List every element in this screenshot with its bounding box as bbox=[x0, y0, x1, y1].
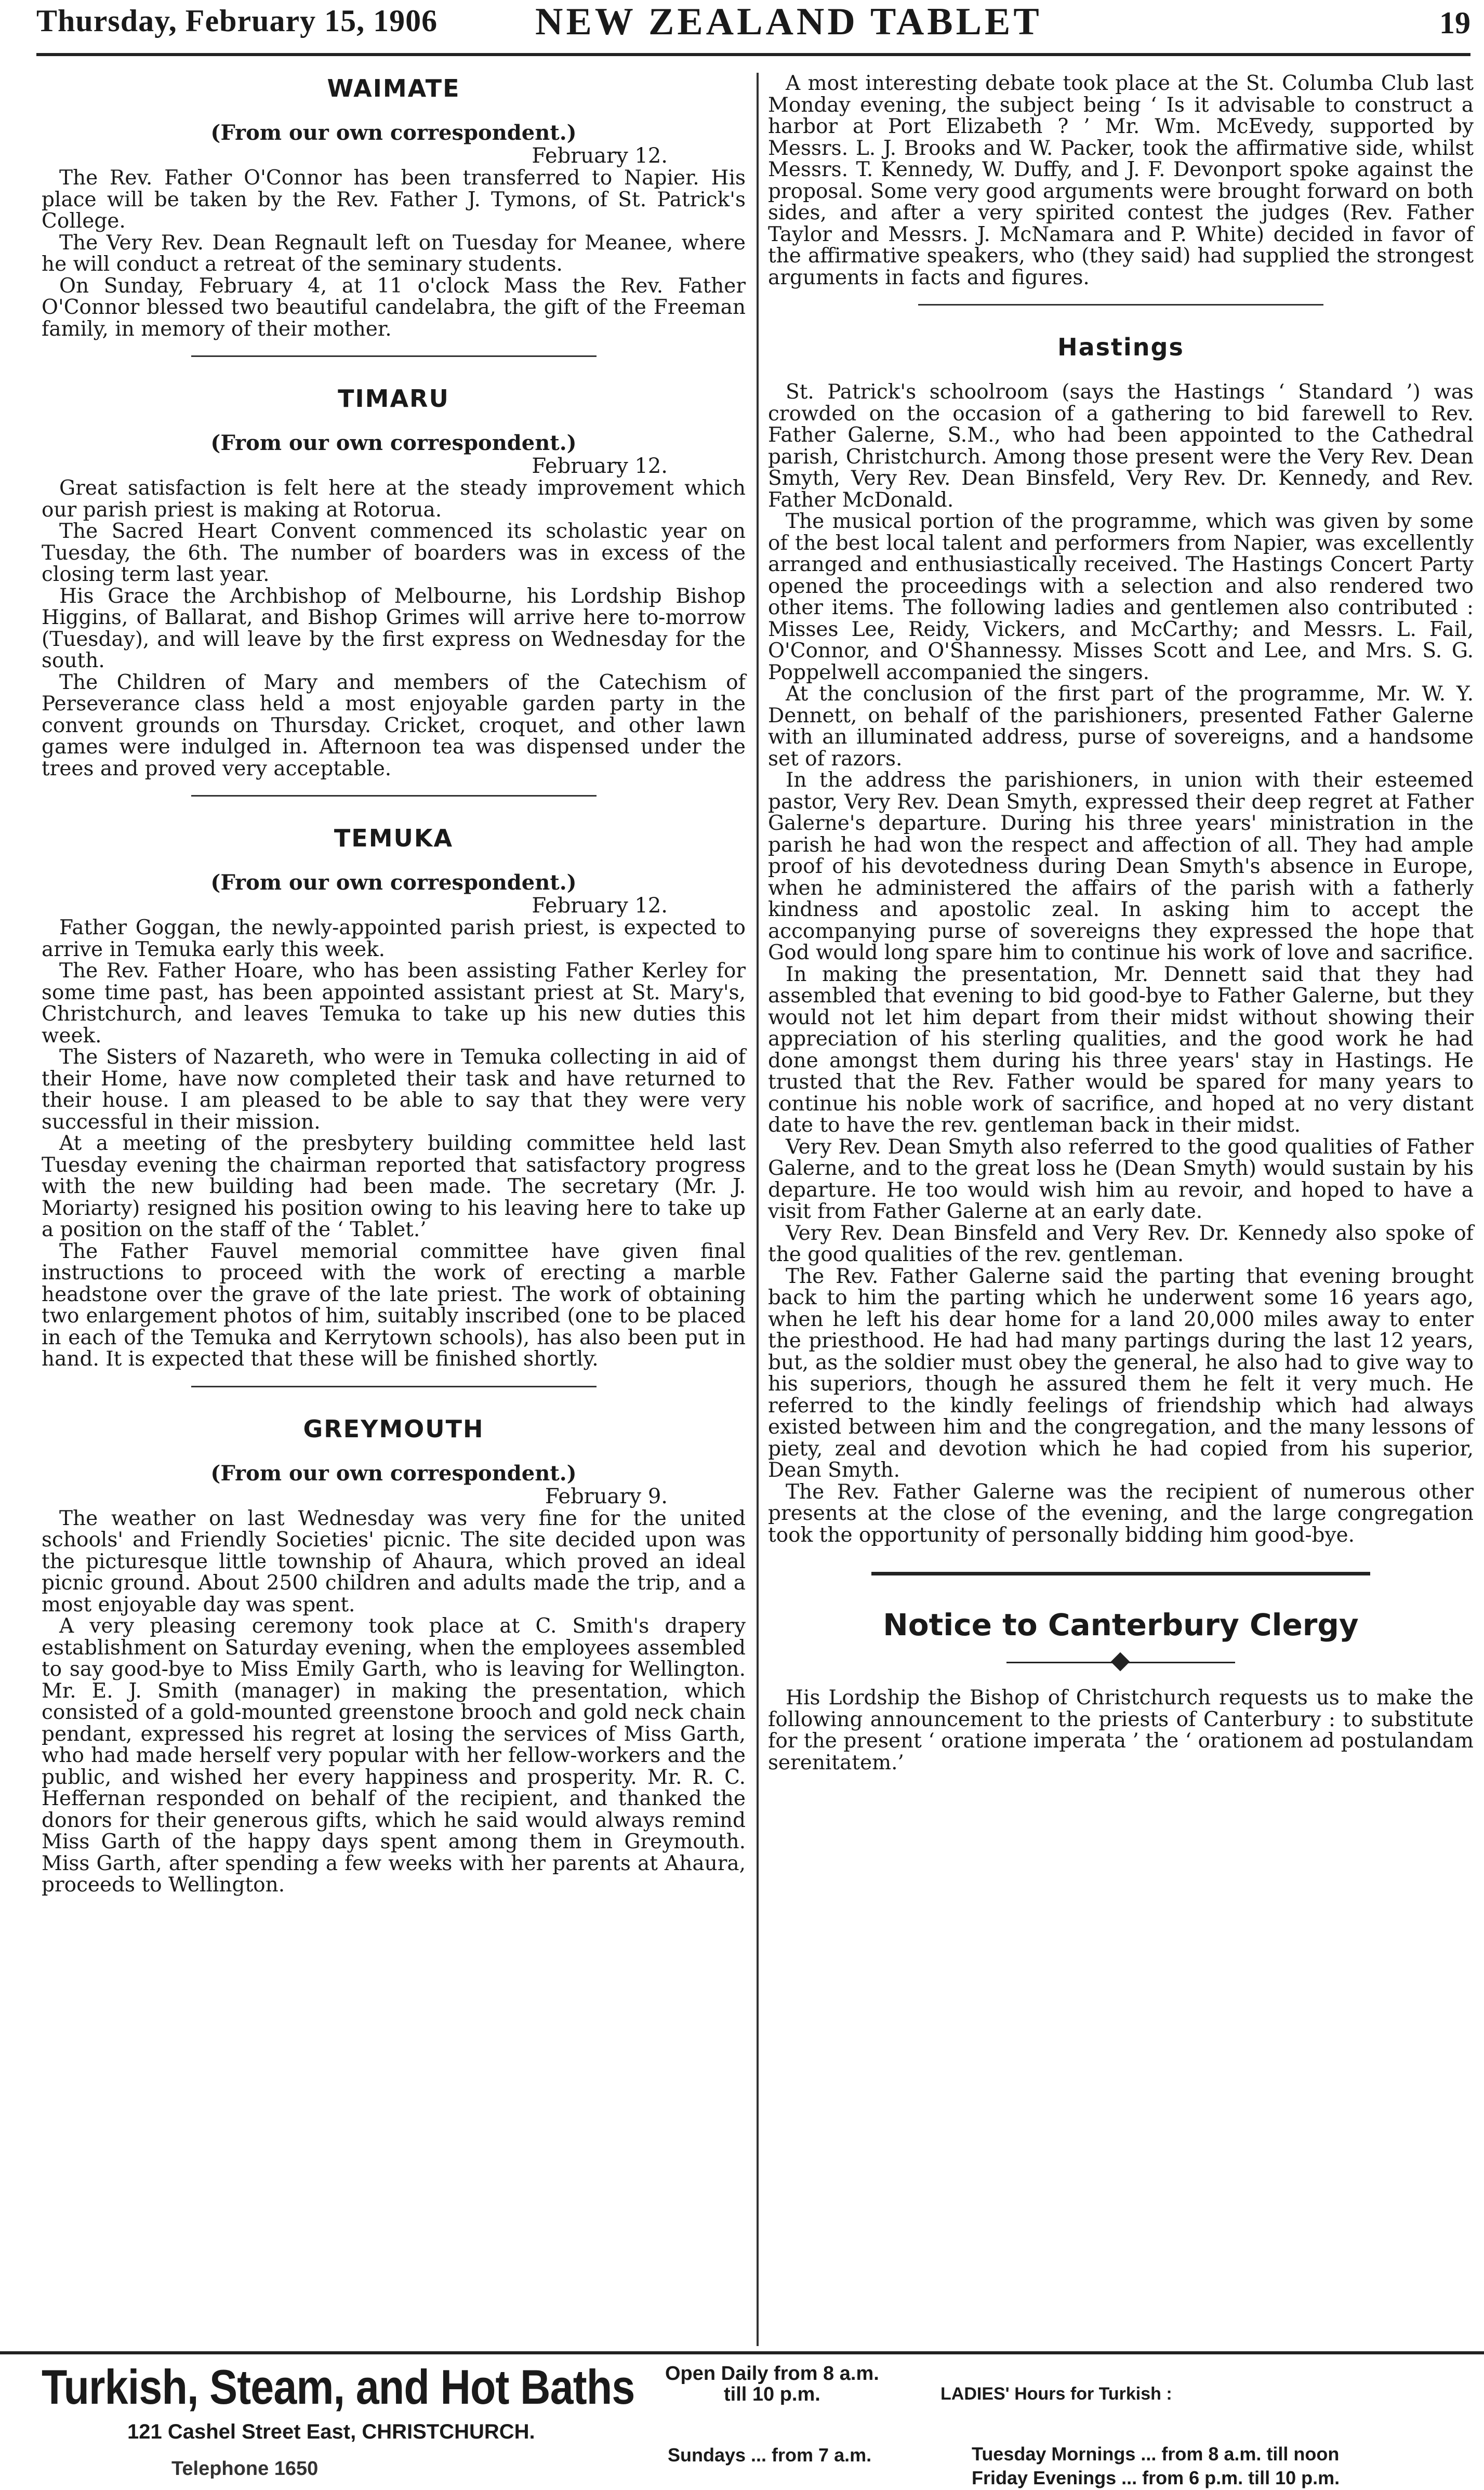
paragraph: Very Rev. Dean Binsfeld and Very Rev. Dr. Kennedy also spoke of the good qualities of the rev. gentleman. bbox=[768, 1221, 1474, 1266]
section-title: TEMUKA bbox=[334, 824, 454, 852]
masthead bbox=[36, 0, 1470, 57]
paragraph: In the address the parishioners, in union with their esteemed pastor, Very Rev. Dean Smyth, expressed their deep regret at Father Galerne's departure. During his three years' ministration in the parish he had won the respect and affection of all. They had ample proof of his devotedness during Dean Smyth's absence in Europe, when he administered the affairs of the parish with a fatherly kindness and apostolic zeal. In asking him to accept the accompanying purse of sovereigns they expressed the hope that God would long spare him to continue his work of love and sacrifice. bbox=[768, 769, 1474, 964]
paragraph: The Rev. Father Galerne was the recipient of numerous other presents at the close of the evening, and the large congregation took the opportunity of personally bidding him good-bye. bbox=[768, 1480, 1474, 1547]
section-timaru bbox=[42, 383, 746, 779]
right-column bbox=[768, 73, 1474, 1773]
diamond-ornament bbox=[1006, 1662, 1235, 1663]
paragraph: The Rev. Father Galerne said the parting that evening brought back to him the parting which he underwent some 16 years ago, when he left his dear home for a land 20,000 miles away to enter the priesthood. He had had many partings during the last 12 years, but, as the soldier must obey the general, he also had to give way to his superiors, though he assured them he felt it very much. He referred to the kindly feelings of friendship which had always existed between him and the congregation, and the many lessons of piety, zeal and devotion which he had copied from his superior, Dean Smyth. bbox=[768, 1264, 1474, 1482]
masthead-date: Thursday, February 15, 1906 bbox=[36, 4, 438, 38]
correspondent-line: (From our own correspondent.) bbox=[210, 1461, 577, 1486]
paragraph: The Rev. Father O'Connor has been transferred to Napier. His place will be taken by the Rev. Father J. Tymons, of St. Patrick's College. bbox=[42, 166, 746, 233]
correspondent-line: (From our own correspondent.) bbox=[210, 121, 577, 145]
opening-line-1: Open Daily from 8 a.m. bbox=[665, 2363, 879, 2385]
paragraph: St. Patrick's schoolroom (says the Hastings ‘ Standard ’) was crowded on the occasion of a gathering to bid farewell to Rev. Father Galerne, S.M., who had been appointed to the Cathedral parish, Christchurch. Among those present were the Very Rev. Dean Smyth, Very Rev. Dean Binsfeld, Very Rev. Dr. Kennedy, and Rev. Father McDonald. bbox=[768, 380, 1474, 512]
advertisement-title: Turkish, Steam, and Hot Baths bbox=[42, 2360, 635, 2414]
heavy-separator bbox=[871, 1572, 1370, 1575]
section-title: GREYMOUTH bbox=[303, 1414, 484, 1443]
paragraph: The Sisters of Nazareth, who were in Temuka collecting in aid of their Home, have now completed their task and have returned to their house. I am pleased to be able to say that they were very successful in their mission. bbox=[42, 1045, 746, 1134]
paragraph: The Very Rev. Dean Regnault left on Tuesday for Meanee, where he will conduct a retreat of the seminary students. bbox=[42, 231, 746, 276]
advertisement-sundays: Sundays ... from 7 a.m. bbox=[668, 2444, 872, 2466]
section-temuka bbox=[42, 823, 746, 1370]
section-title: TIMARU bbox=[338, 385, 449, 413]
advertisement-ladies-heading: LADIES' Hours for Turkish : bbox=[940, 2384, 1172, 2404]
column-divider bbox=[757, 73, 759, 2346]
advertisement-rule bbox=[0, 2351, 1484, 2354]
paragraph: The Rev. Father Hoare, who has been assisting Father Kerley for some time past, has been appointed assistant priest at St. Mary's, Christchurch, and leaves Temuka to take up his new duties this week. bbox=[42, 959, 746, 1048]
paragraph: A most interesting debate took place at the St. Columba Club last Monday evening, the subject being ‘ Is it advisable to construct a harbor at Port Elizabeth ? ’ Mr. Wm. McEvedy, supported by Messrs. L. J. Brooks and W. Packer, took the affirmative side, whilst Messrs. T. Kennedy, W. Duffy, and J. F. Devonport spoke against the proposal. Some very good arguments were brought forward on both sides, and after a very spirited contest the judges (Rev. Father Taylor and Messrs. J. McNamara and P. White) decided in favor of the affirmative speakers, who (they said) had supplied the strongest arguments in facts and figures. bbox=[768, 72, 1474, 289]
diamond-icon bbox=[1111, 1652, 1130, 1672]
section-title: Hastings bbox=[1057, 333, 1184, 361]
advertisement-cut-line: Telephone 1650 bbox=[171, 2458, 319, 2479]
paragraph: The Father Fauvel memorial committee have given final instructions to proceed with the work of erecting a marble headstone over the grave of the late priest. The work of obtaining two enlargement photos of him, suitably inscribed (one to be placed in each of the Temuka and Kerrytown schools), has also been put in hand. It is expected that these will be finished shortly. bbox=[42, 1239, 746, 1371]
masthead-rule bbox=[36, 53, 1470, 56]
paragraph: A very pleasing ceremony took place at C. Smith's drapery establishment on Saturday evening, when the employees assembled to say good-bye to Miss Emily Garth, who is leaving for Wellington. Mr. E. J. Smith (manager) in making the presentation, which consisted of a gold-mounted greenstone brooch and gold neck chain pendant, expressed his regret at losing the services of Miss Garth, who had made herself very popular with her fellow-workers and the public, and wished her every happiness and prosperity. Mr. R. C. Heffernan responded on behalf of the recipient, and thanked the donors for their generous gifts, which he said would always remind Miss Garth of the happy days spent among them in Greymouth. Miss Garth, after spending a few weeks with her parents at Ahaura, proceeds to Wellington. bbox=[42, 1614, 746, 1897]
dateline: February 12. bbox=[532, 454, 668, 478]
section-separator bbox=[191, 795, 597, 797]
correspondent-line: (From our own correspondent.) bbox=[210, 870, 577, 895]
dateline: February 12. bbox=[532, 144, 668, 168]
section-debate bbox=[768, 73, 1474, 288]
masthead-title: NEW ZEALAND TABLET bbox=[535, 1, 1042, 43]
paragraph: In making the presentation, Mr. Dennett said that they had assembled that evening to bid good-bye to Father Galerne, but they would not let him depart from their midst without showing their appreciation of his sterling qualities, and the good work he had done amongst them during his three years' stay in Hastings. He trusted that the Rev. Father would be spared for many years to continue his noble work of sacrifice, and hoped at no very distant date to have the rev. gentleman back in their midst. bbox=[768, 962, 1474, 1137]
paragraph: At the conclusion of the first part of the programme, Mr. W. Y. Dennett, on behalf of the parishioners, presented Father Galerne with an illuminated address, purse of sovereigns, and a handsome set of razors. bbox=[768, 682, 1474, 771]
section-separator bbox=[918, 304, 1323, 306]
section-greymouth bbox=[42, 1413, 746, 1896]
correspondent-line: (From our own correspondent.) bbox=[210, 431, 577, 455]
left-column bbox=[42, 73, 746, 1896]
paragraph: His Lordship the Bishop of Christchurch requests us to make the following announcement to the priests of Canterbury : to substitute for the present ‘ oratione imperata ’ the ‘ orationem ad postulandam serenitatem.’ bbox=[768, 1686, 1474, 1774]
paragraph: On Sunday, February 4, at 11 o'clock Mass the Rev. Father O'Connor blessed two beautiful candelabra, the gift of the Freeman family, in memory of their mother. bbox=[42, 274, 746, 341]
paragraph: The musical portion of the programme, which was given by some of the best local talent and performers from Napier, was excellently arranged and enthusiastically received. The Hastings Concert Party opened the proceedings with a selection and also rendered two other items. The following ladies and gentlemen also contributed : Misses Lee, Reidy, Vickers, and McCarthy; and Messrs. L. Fail, O'Connor, and O'Shannessy. Misses Scott and Lee, and Mrs. S. G. Poppelwell accompanied the singers. bbox=[768, 510, 1474, 684]
ladies-hours-friday: Friday Evenings ... from 6 p.m. till 10 p.m. bbox=[972, 2467, 1340, 2488]
section-waimate bbox=[42, 73, 746, 340]
section-separator bbox=[191, 355, 597, 357]
ladies-hours-tuesday: Tuesday Mornings ... from 8 a.m. till noon bbox=[972, 2443, 1340, 2465]
dateline: February 9. bbox=[545, 1484, 668, 1508]
paragraph: Very Rev. Dean Smyth also referred to the good qualities of Father Galerne, and to the great loss he (Dean Smyth) would sustain by his departure. He too would wish him au revoir, and hoped to have a visit from Father Galerne at an early date. bbox=[768, 1135, 1474, 1223]
paragraph: Great satisfaction is felt here at the steady improvement which our parish priest is making at Rotorua. bbox=[42, 476, 746, 522]
dateline: February 12. bbox=[532, 894, 668, 918]
section-notice bbox=[768, 1607, 1474, 1773]
paragraph: The weather on last Wednesday was very fine for the united schools' and Friendly Societies' picnic. The site decided upon was the picturesque little township of Ahaura, which proved an ideal picnic ground. About 2500 children and adults made the trip, and a most enjoyable day was spent. bbox=[42, 1506, 746, 1617]
section-hastings bbox=[768, 332, 1474, 1546]
paragraph: His Grace the Archbishop of Melbourne, his Lordship Bishop Higgins, of Ballarat, and Bishop Grimes will arrive here to-morrow (Tuesday), and will leave by the first express on Wednesday for the south. bbox=[42, 584, 746, 672]
advertisement bbox=[0, 2359, 1484, 2486]
spacer bbox=[768, 363, 1474, 381]
opening-line-2: till 10 p.m. bbox=[723, 2383, 820, 2405]
paragraph: At a meeting of the presbytery building committee held last Tuesday evening the chairman reported that satisfactory progress with the new building had been made. The secretary (Mr. J. Moriarty) resigned his position owing to his leaving here to take up a position on the staff of the ‘ Tablet.’ bbox=[42, 1132, 746, 1241]
paragraph: Father Goggan, the newly-appointed parish priest, is expected to arrive in Temuka early this week. bbox=[42, 916, 746, 961]
paragraph: The Sacred Heart Convent commenced its scholastic year on Tuesday, the 6th. The number of boarders was in excess of the closing term last year. bbox=[42, 520, 746, 586]
advertisement-opening-hours bbox=[665, 2363, 879, 2405]
paragraph: The Children of Mary and members of the Catechism of Perseverance class held a most enjoyable garden party in the convent grounds on Thursday. Cricket, croquet, and other lawn games were indulged in. Afternoon tea was dispensed under the trees and proved very acceptable. bbox=[42, 670, 746, 780]
advertisement-ladies-hours bbox=[972, 2442, 1340, 2490]
advertisement-address: 121 Cashel Street East, CHRISTCHURCH. bbox=[127, 2420, 535, 2443]
page-number: 19 bbox=[1439, 6, 1470, 40]
notice-title: Notice to Canterbury Clergy bbox=[883, 1607, 1359, 1643]
section-separator bbox=[191, 1386, 597, 1387]
section-title: WAIMATE bbox=[327, 74, 460, 102]
